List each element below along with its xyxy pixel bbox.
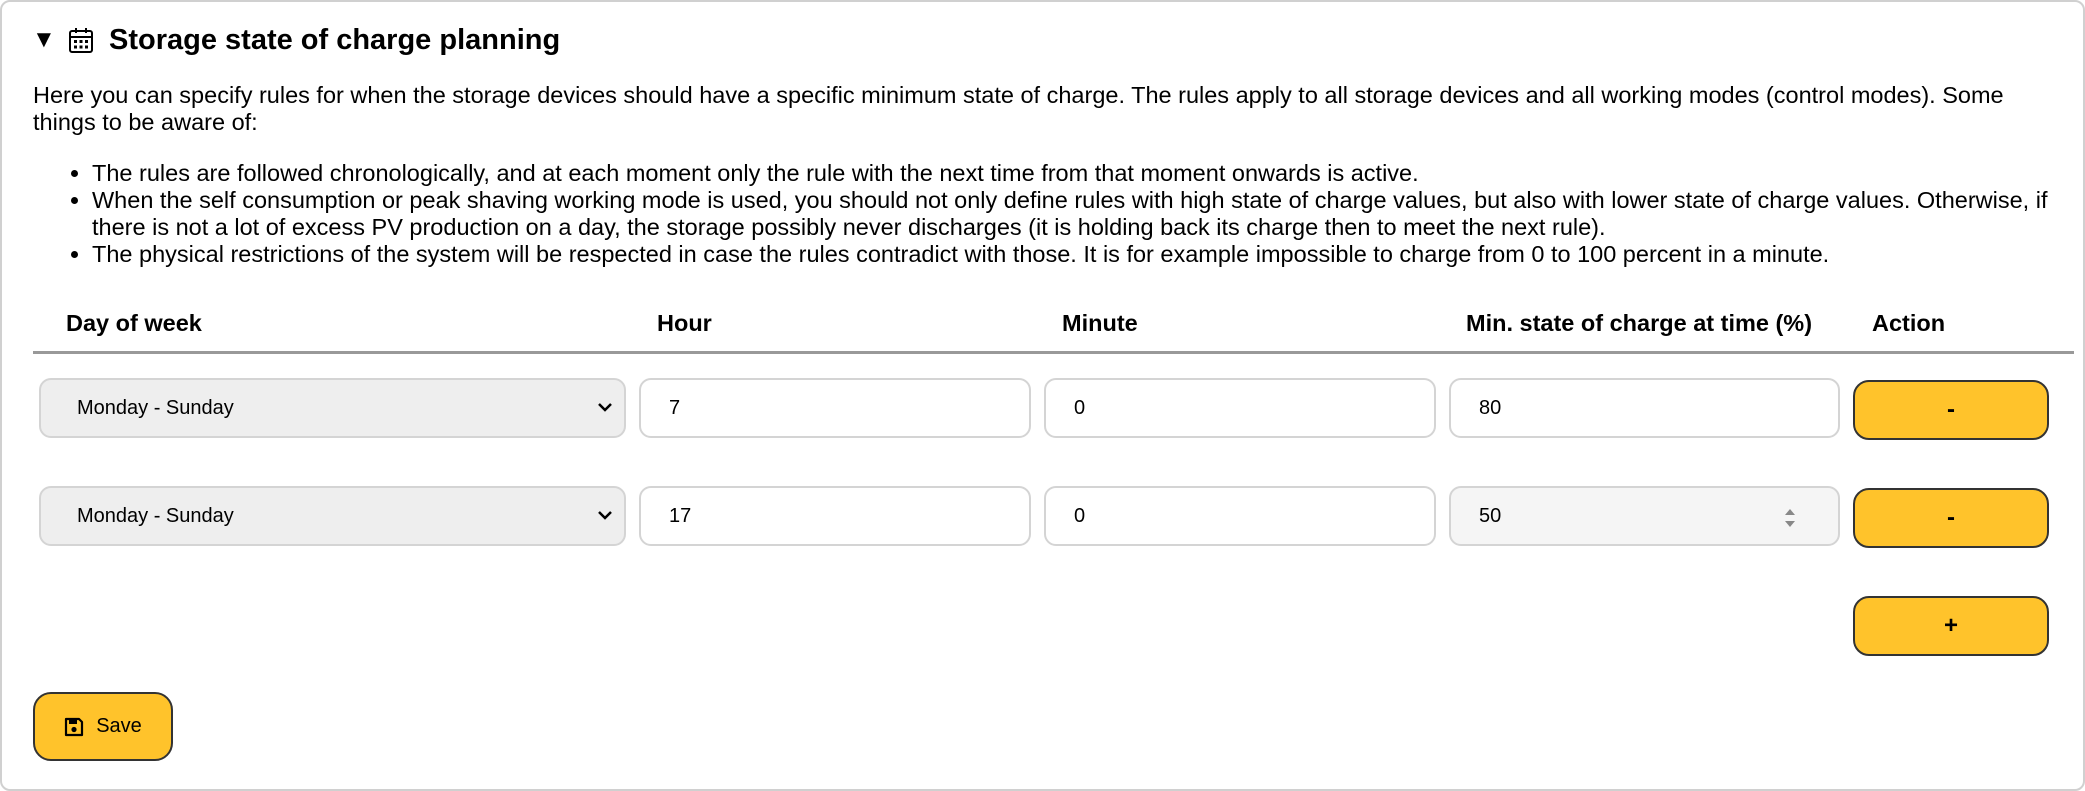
note-item: • When the self consumption or peak shaving working mode is used, you should not only define rules with high state of charge values, but also with lower state of charge values. Otherwise, if there is not a lot of excess PV production on a day, the storage possibly never discharges (it is holding back its charge then to meet the next rule).	[92, 187, 2063, 241]
add-rule-button[interactable]	[1853, 596, 2049, 656]
collapse-toggle-icon[interactable]: ▼	[32, 26, 56, 53]
remove-rule-button[interactable]	[1853, 380, 2049, 440]
remove-rule-button[interactable]	[1853, 488, 2049, 548]
soc-value: 80	[1479, 396, 1502, 419]
hour-input[interactable]	[639, 378, 1031, 438]
minute-value: 0	[1074, 396, 1086, 419]
floppy-disk-icon	[64, 717, 84, 737]
soc-value: 50	[1479, 504, 1502, 527]
table-row	[2, 378, 2085, 442]
remove-rule-label: -	[1947, 396, 1955, 423]
chevron-down-icon	[596, 398, 614, 416]
minute-input[interactable]	[1044, 378, 1436, 438]
hour-input[interactable]	[639, 486, 1031, 546]
minute-input[interactable]	[1044, 486, 1436, 546]
section-title: Storage state of charge planning	[109, 23, 561, 56]
intro-text: Here you can specify rules for when the storage devices should have a specific minimum state of charge. The rules apply to all storage devices and all working modes (control modes). Some things to be aware of:	[33, 82, 2004, 135]
day-of-week-value: Monday - Sunday	[77, 396, 234, 419]
chevron-down-icon	[596, 506, 614, 524]
header-hour: Hour	[657, 310, 712, 336]
soc-input[interactable]	[1449, 378, 1840, 438]
notes-list	[33, 160, 2063, 268]
save-label: Save	[96, 715, 142, 737]
note-item: • The rules are followed chronologically, and at each moment only the rule with the next time from that moment onwards is active.	[92, 160, 2063, 187]
section-header[interactable]	[32, 20, 560, 60]
header-day: Day of week	[66, 310, 202, 336]
day-of-week-value: Monday - Sunday	[77, 504, 234, 527]
hour-value: 7	[669, 396, 681, 419]
minute-value: 0	[1074, 504, 1086, 527]
table-header	[33, 302, 2074, 354]
hour-value: 17	[669, 504, 692, 527]
header-action: Action	[1872, 310, 1946, 336]
remove-rule-label: -	[1947, 504, 1955, 531]
day-of-week-select[interactable]	[39, 486, 626, 546]
save-button[interactable]	[33, 692, 173, 761]
add-rule-label: +	[1943, 612, 1958, 639]
day-of-week-select[interactable]	[39, 378, 626, 438]
soc-input[interactable]	[1449, 486, 1840, 546]
table-row	[2, 486, 2085, 550]
calendar-icon	[68, 26, 94, 54]
number-spinner-icon[interactable]	[1782, 506, 1798, 530]
note-item: • The physical restrictions of the system will be respected in case the rules contradict with those. It is for example impossible to charge from 0 to 100 percent in a minute.	[92, 241, 2063, 268]
header-minute: Minute	[1062, 310, 1138, 336]
header-soc: Min. state of charge at time (%)	[1466, 310, 1813, 336]
